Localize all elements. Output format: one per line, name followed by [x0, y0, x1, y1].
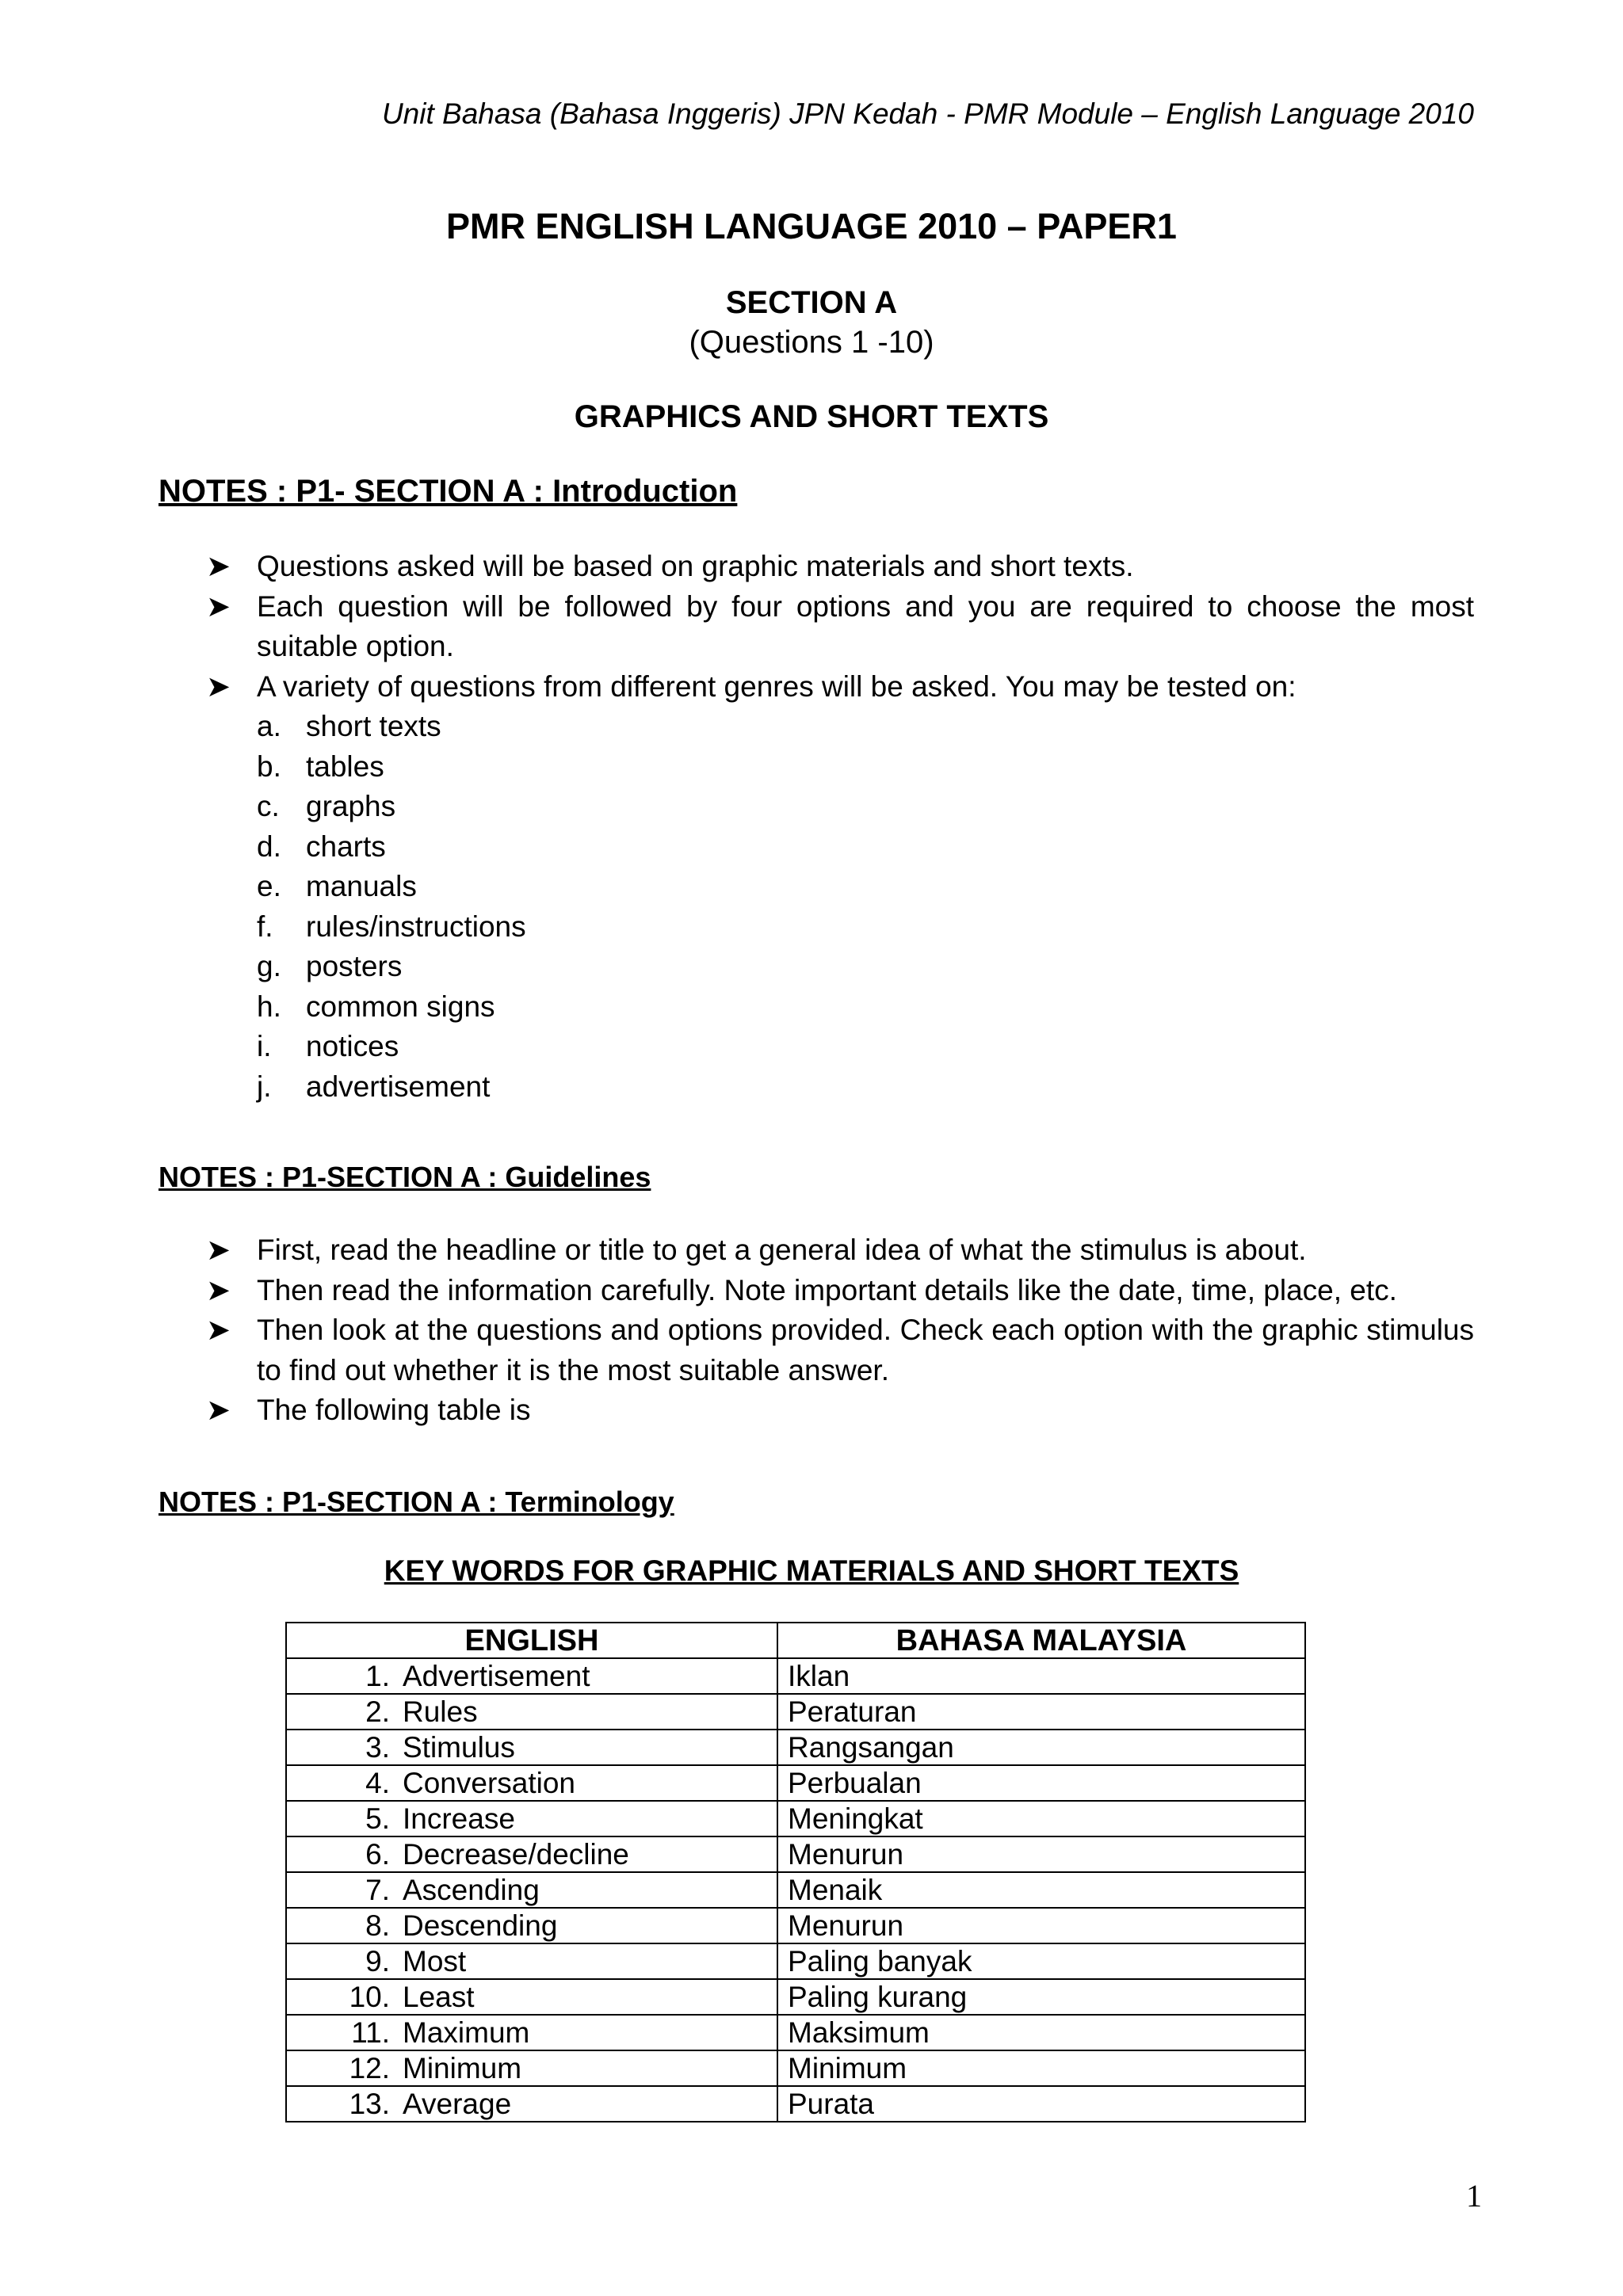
intro-list: [206, 547, 1474, 1107]
table-row: 11. Maximum Maksimum: [286, 2015, 1305, 2050]
keywords-table-title: KEY WORDS FOR GRAPHIC MATERIALS AND SHORT TEXTS: [384, 1554, 1239, 1587]
intro-heading: NOTES : P1- SECTION A : Introduction: [158, 474, 738, 509]
guideline-bullet: ➤ The following table is: [206, 1390, 1474, 1431]
genre-item: c. graphs: [257, 790, 396, 822]
table-row: 4. Conversation Perbualan: [286, 1765, 1305, 1801]
guidelines-heading: NOTES : P1-SECTION A : Guidelines: [158, 1161, 651, 1193]
table-row: 3. Stimulus Rangsangan: [286, 1730, 1305, 1765]
page-title: PMR ENGLISH LANGUAGE 2010 – PAPER1: [446, 206, 1177, 246]
arrow-bullet-icon: ➤: [206, 669, 231, 703]
genre-item: h. common signs: [257, 990, 495, 1023]
genre-item: a. short texts: [257, 710, 441, 742]
table-row: 8. Descending Menurun: [286, 1908, 1305, 1943]
table-row: 7. Ascending Menaik: [286, 1872, 1305, 1908]
table-row: 9. Most Paling banyak: [286, 1943, 1305, 1979]
table-row: 13. Average Purata: [286, 2086, 1305, 2122]
column-header-english: ENGLISH: [286, 1623, 777, 1658]
arrow-bullet-icon: ➤: [206, 589, 231, 623]
section-heading: SECTION A: [725, 285, 898, 320]
keywords-table: [285, 1622, 1306, 2122]
genre-item: g. posters: [257, 950, 403, 982]
table-row: 5. Increase Meningkat: [286, 1801, 1305, 1836]
genre-item: f. rules/instructions: [257, 910, 526, 943]
genre-item: b. tables: [257, 749, 384, 783]
questions-range: (Questions 1 -10): [689, 325, 934, 360]
table-row: 10. Least Paling kurang: [286, 1979, 1305, 2015]
arrow-bullet-icon: ➤: [206, 550, 231, 582]
terminology-heading: NOTES : P1-SECTION A : Terminology: [158, 1486, 674, 1518]
arrow-bullet-icon: ➤: [206, 1394, 231, 1426]
genre-item: e. manuals: [257, 870, 417, 902]
arrow-bullet-icon: ➤: [206, 1273, 231, 1306]
table-row: 6. Decrease/decline Menurun: [286, 1836, 1305, 1872]
genre-item: i. notices: [257, 1030, 399, 1062]
guideline-bullet: ➤ Then look at the questions and options provided. Check each option with the graphic stimulus to find out whether it is the most suitable answer.: [206, 1310, 1474, 1390]
column-header-malay: BAHASA MALAYSIA: [777, 1623, 1305, 1658]
genre-item: j. advertisement: [257, 1070, 491, 1103]
table-row: 1. Advertisement Iklan: [286, 1658, 1305, 1694]
genre-item: d. charts: [257, 830, 386, 863]
guideline-bullet: ➤ First, read the headline or title to get a general idea of what the stimulus is about.: [206, 1230, 1474, 1271]
table-header-row: [286, 1623, 1305, 1658]
page-number: 1: [1466, 2178, 1482, 2214]
table-row: 2. Rules Peraturan: [286, 1694, 1305, 1730]
intro-bullet: ➤ Each question will be followed by four options and you are required to choose the most suitable option.: [206, 587, 1474, 667]
guideline-bullet: ➤ Then read the information carefully. Note important details like the date, time, place, etc.: [206, 1271, 1474, 1311]
arrow-bullet-icon: ➤: [206, 1234, 231, 1266]
running-header: Unit Bahasa (Bahasa Inggeris) JPN Kedah - PMR Module – English Language 2010: [381, 97, 1474, 130]
arrow-bullet-icon: ➤: [206, 1314, 231, 1346]
table-row: 12. Minimum Minimum: [286, 2050, 1305, 2086]
section-subtitle: GRAPHICS AND SHORT TEXTS: [574, 399, 1049, 434]
intro-bullet: ➤ A variety of questions from different genres will be asked. You may be tested on:: [206, 667, 1474, 707]
guidelines-list: [206, 1230, 1474, 1431]
intro-bullet: ➤ Questions asked will be based on graphic materials and short texts.: [206, 547, 1474, 587]
